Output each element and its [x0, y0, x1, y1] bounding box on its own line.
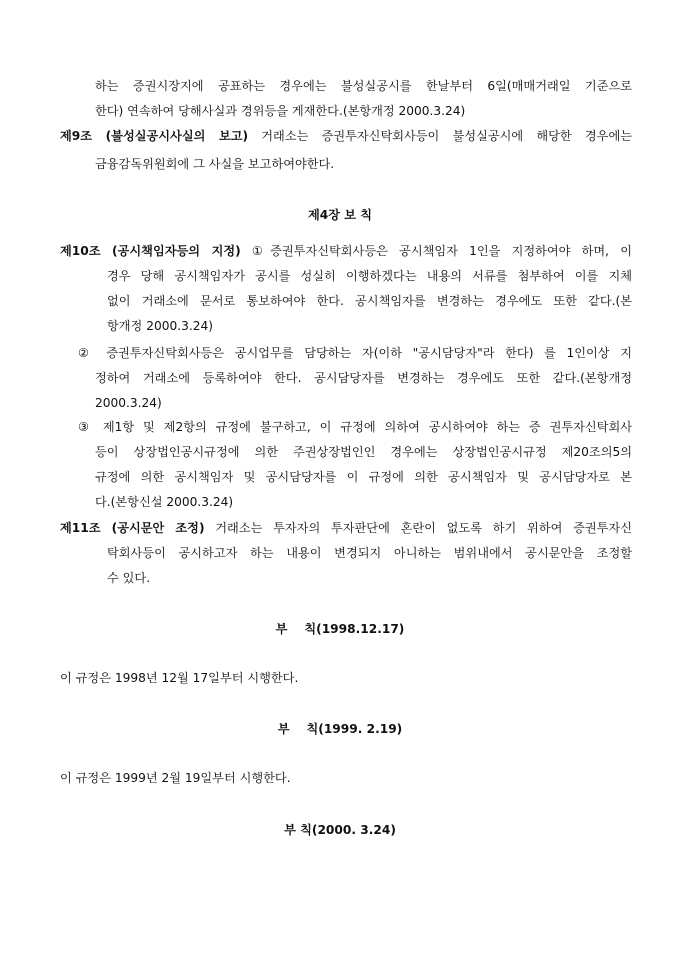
article-10-p2-line-2: 정하여 거래소에 등록하여야 한다. 공시담당자를 변경하는 경우에도 또한 같다.(본항개정	[95, 371, 632, 385]
article-9-heading: 제9조 (불성실공시사실의 보고)	[60, 129, 249, 143]
chapter-4-title: 제4장 보 칙	[307, 208, 373, 222]
article-9-text-2: 금융감독위원회에 그 사실을 보고하여야한다.	[95, 157, 335, 171]
article-11-line-2: 탁회사등이 공시하고자 하는 내용이 변경되지 아니하는 범위내에서 공시문안을 조정할	[107, 546, 632, 560]
article-11-line-3: 수 있다.	[107, 571, 151, 585]
article-10-p3-line-3: 규정에 의한 공시책임자 및 공시담당자를 이 규정에 의한 공시책임자 및 공시담당자로 본	[95, 470, 632, 484]
article-10-p1-line-3: 없이 거래소에 문서로 통보하여야 한다. 공시책임자를 변경하는 경우에도 또한 같다.(본	[107, 294, 632, 308]
article-10-p2-line-1: ② 증권투자신탁회사등은 공시업무를 담당하는 자(이하 "공시담당자"라 한다) 를 1인이상 지	[78, 346, 632, 360]
addendum-1998-text: 이 규정은 1998년 12월 17일부터 시행한다.	[60, 671, 299, 685]
article-10-p1-line-4: 항개정 2000.3.24)	[107, 319, 213, 333]
article-11-heading: 제11조 (공시문안 조정)	[60, 521, 205, 535]
article-9-text-1: 거래소는 증권투자신탁회사등이 불성실공시에 해당한 경우에는	[248, 129, 632, 143]
article-10-p1-line-1: ①증권투자신탁회사등은 공시책임자 1인을 지정하여야 하며, 이	[240, 244, 632, 258]
article-9-first-line	[60, 128, 632, 144]
addendum-2000-title: 부 칙(2000. 3.24)	[284, 823, 396, 837]
continuation-line-2: 한다) 연속하여 당해사실과 경위등을 게재한다.(본항개정 2000.3.24)	[95, 104, 466, 118]
continuation-line-1: 하는 증권시장지에 공표하는 경우에는 불성실공시를 한날부터 6일(매매거래일 기준으로	[95, 79, 632, 93]
article-10-p2-line-3: 2000.3.24)	[95, 396, 162, 410]
article-11-line-1: 거래소는 투자자의 투자판단에 혼란이 없도록 하기 위하여 증권투자신	[204, 521, 632, 535]
article-10-p1-line-2: 경우 당해 공시책임자가 공시를 성실히 이행하겠다는 내용의 서류를 첨부하여 이를 지체	[107, 269, 632, 283]
article-10-p3-line-1: ③ 제1항 및 제2항의 규정에 불구하고, 이 규정에 의하여 공시하여야 하는 증 권투자신탁회사	[78, 420, 632, 434]
addendum-1999-title: 부 칙(1999. 2.19)	[277, 722, 403, 736]
article-11-first-line	[60, 520, 632, 536]
article-10-heading: 제10조 (공시책임자등의 지정)	[60, 244, 241, 258]
article-10-first-line	[60, 243, 632, 259]
addendum-1998-title: 부 칙(1998.12.17)	[275, 622, 405, 636]
article-10-p3-line-4: 다.(본항신설 2000.3.24)	[95, 495, 234, 509]
article-10-p3-line-2: 등이 상장법인공시규정에 의한 주권상장법인인 경우에는 상장법인공시규정 제20조의5의	[95, 445, 632, 459]
addendum-1999-text: 이 규정은 1999년 2월 19일부터 시행한다.	[60, 771, 291, 785]
